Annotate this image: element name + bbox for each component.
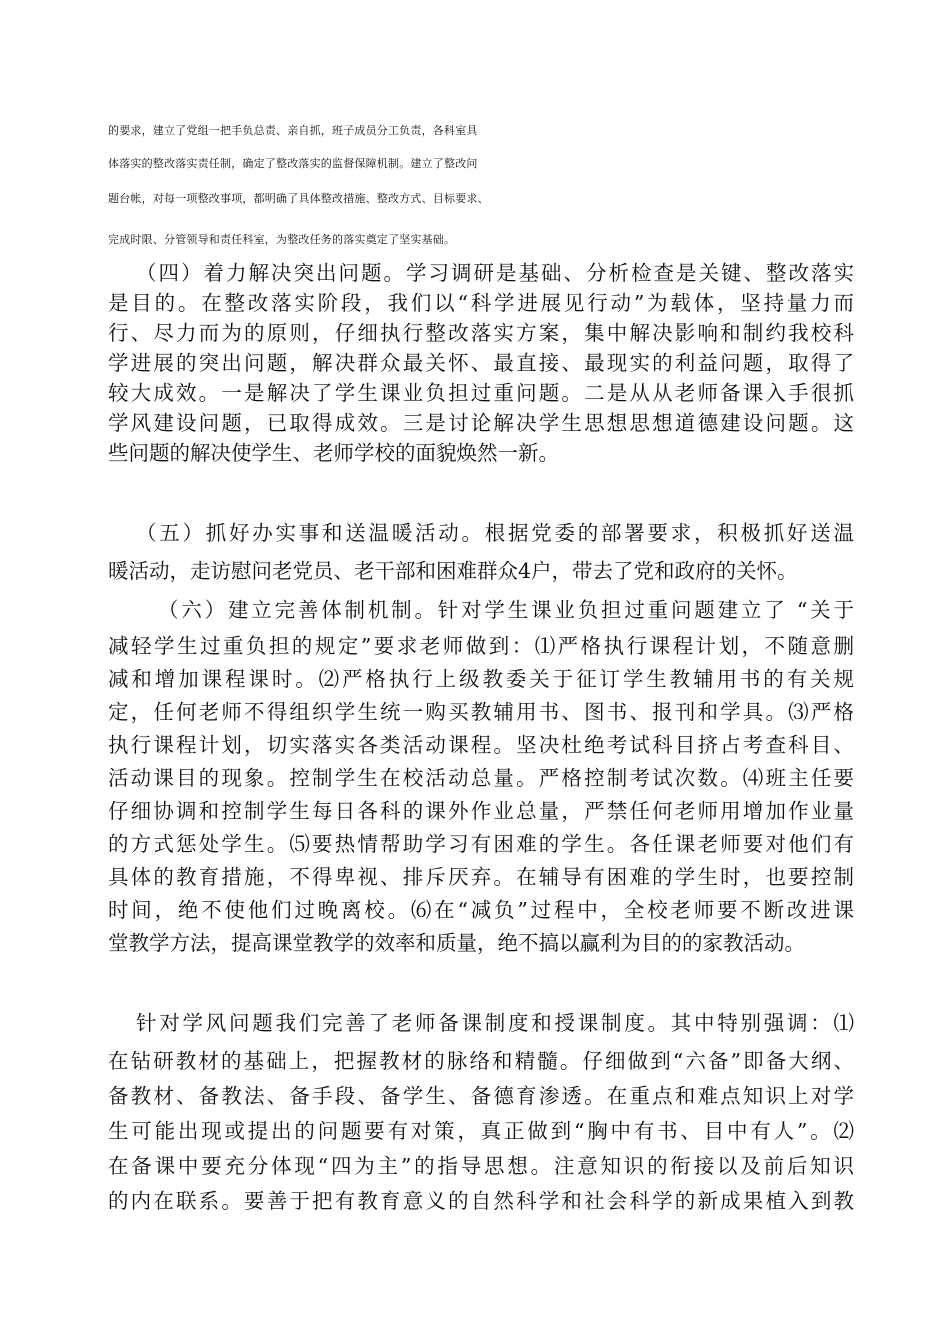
text-line: 减轻学生过重负担的规定”要求老师做到：⑴严格执行课程计划，不随意删: [108, 634, 854, 658]
text-line: 的内在联系。要善于把有教育意义的自然科学和社会科学的新成果植入到教: [108, 1189, 854, 1213]
text-line: 时间，绝不使他们过晚离校。⑹在“减负”过程中，全校老师要不断改进课: [108, 898, 854, 922]
text-line: 生可能出现或提出的问题要有对策，真正做到“胸中有书、目中有人”。⑵: [108, 1119, 854, 1143]
text-line: 执行课程计划，切实落实各类活动课程。坚决杜绝考试科目挤占考查科目、: [108, 733, 854, 757]
small-text-line-1: 的要求，建立了党组一把手负总责、亲自抓，班子成员分工负责，各科室具: [108, 124, 478, 137]
text-line: 堂教学方法，提高课堂教学的效率和质量，绝不搞以赢利为目的的家教活动。: [108, 931, 805, 955]
text-line: 在钻研教材的基础上，把握教材的脉络和精髓。仔细做到“六备”即备大纲、: [108, 1049, 854, 1073]
text-line: （五）抓好办实事和送温暖活动。根据党委的部署要求，积极抓好送温: [136, 521, 854, 545]
text-line: 行、尽力而为的原则，仔细执行整改落实方案，集中解决影响和制约我校科: [108, 321, 854, 345]
paragraph-7: [108, 1044, 854, 1219]
small-text-line-2: 体落实的整改落实责任制，确定了整改落实的监督保障机制。建立了整改问: [108, 157, 478, 170]
text-line: 是目的。在整改落实阶段，我们以“科学进展见行动”为载体，坚持量力而: [108, 291, 854, 315]
paragraph-7-first: [136, 1008, 854, 1038]
paragraph-6: [108, 630, 854, 960]
small-text-line-4: 完成时限、分管领导和责任科室，为整改任务的落实奠定了坚实基础。: [108, 233, 456, 246]
text-line: 些问题的解决使学生、老师学校的面貌焕然一新。: [108, 441, 559, 465]
text-line: 活动课目的现象。控制学生在校活动总量。严格控制考试次数。⑷班主任要: [108, 766, 854, 790]
paragraph-5-first: [136, 518, 854, 548]
text-line: 备教材、备教法、备手段、备学生、备德育渗透。在重点和难点知识上对学: [108, 1084, 854, 1108]
paragraph-4-first: [136, 258, 854, 288]
text-line: 的方式惩处学生。⑸要热情帮助学习有困难的学生。各任课老师要对他们有: [108, 832, 854, 856]
text-line: 减和增加课程课时。⑵严格执行上级教委关于征订学生教辅用书的有关规: [108, 667, 854, 691]
text-line: （四）着力解决突出问题。学习调研是基础、分析检查是关键、整改落实: [136, 261, 854, 285]
text-line: 学风建设问题，已取得成效。三是讨论解决学生思想思想道德建设问题。这: [108, 411, 854, 435]
text-line: 暖活动，走访慰问老党员、老干部和困难群众4户，带去了党和政府的关怀。: [108, 559, 798, 583]
small-text-line-3: 题台帐，对每一项整改事项，都明确了具体整改措施、整改方式、目标要求、: [108, 192, 489, 205]
text-line: 针对学风问题我们完善了老师备课制度和授课制度。其中特别强调：⑴: [136, 1011, 854, 1035]
text-line: 具体的教育措施，不得卑视、排斥厌弃。在辅导有困难的学生时，也要控制: [108, 865, 854, 889]
text-line: 较大成效。一是解决了学生课业负担过重问题。二是从从老师备课入手很抓: [108, 381, 854, 405]
paragraph-5: [108, 556, 854, 586]
paragraph-6-first: [158, 595, 854, 625]
paragraph-4: [108, 288, 854, 468]
text-line: 学进展的突出问题，解决群众最关怀、最直接、最现实的利益问题，取得了: [108, 351, 854, 375]
text-line: 定，任何老师不得组织学生统一购买教辅用书、图书、报刊和学具。⑶严格: [108, 700, 854, 724]
text-line: 在备课中要充分体现“四为主”的指导思想。注意知识的衔接以及前后知识: [108, 1154, 854, 1178]
text-line: 仔细协调和控制学生每日各科的课外作业总量，严禁任何老师用增加作业量: [108, 799, 854, 823]
text-line: （六）建立完善体制机制。针对学生课业负担过重问题建立了 “关于: [158, 598, 854, 622]
